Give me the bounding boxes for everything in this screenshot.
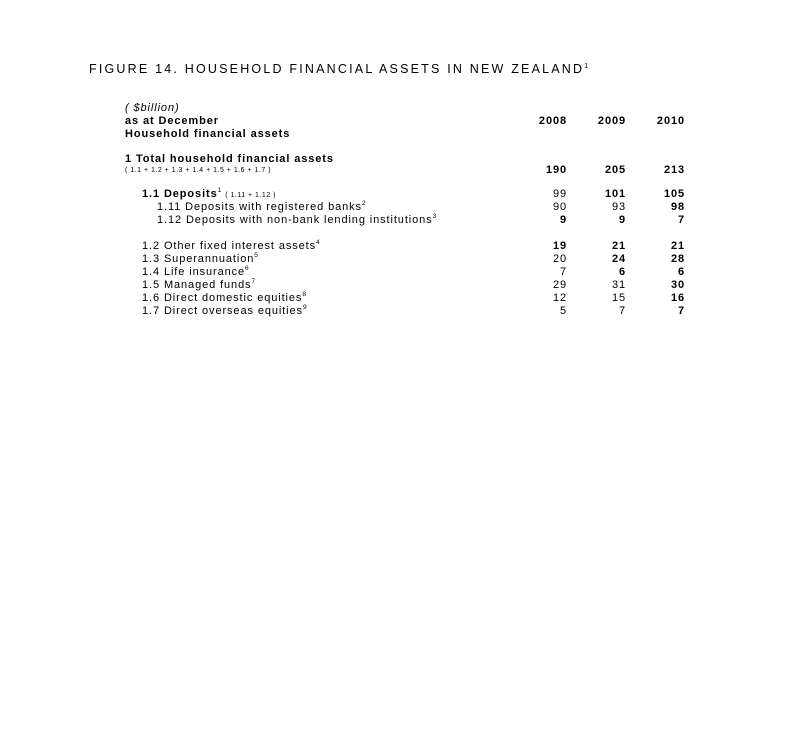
cell-2008: 7 (559, 266, 567, 278)
row-label: 1.5 Managed funds (142, 279, 252, 291)
cell-2010: 16 (670, 292, 685, 304)
row-footnote: 8 (302, 291, 306, 298)
cell-2010: 21 (670, 240, 685, 252)
table-row-domestic-equities (0, 292, 800, 305)
row-footnote: 9 (302, 304, 307, 311)
figure-title-footnote: 1 (584, 63, 589, 70)
row-label: 1.1 Deposits (142, 188, 218, 200)
table-row-other-fixed (0, 240, 800, 253)
row-footnote: 2 (361, 200, 366, 207)
row-footnote: 5 (254, 252, 258, 259)
header-row (0, 115, 800, 128)
row-label: 1 Total household financial assets (125, 153, 334, 165)
cell-2008: 99 (552, 188, 567, 200)
cell-2008: 9 (559, 214, 567, 226)
cell-2008: 90 (552, 201, 567, 213)
cell-2009: 93 (611, 201, 626, 213)
table-row-life-insurance (0, 266, 800, 279)
cell-2010: 7 (677, 214, 685, 226)
table-row-managed-funds (0, 279, 800, 292)
cell-2009: 205 (604, 164, 626, 176)
row-formula: ( 1.11 + 1.12 ) (225, 192, 276, 199)
cell-2008: 12 (552, 292, 567, 304)
figure-title-text: FIGURE 14. HOUSEHOLD FINANCIAL ASSETS IN NEW ZEALAND (89, 62, 585, 76)
cell-2010: 30 (670, 279, 685, 291)
table-row-total-formula (0, 164, 800, 177)
cell-2009: 24 (611, 253, 626, 265)
row-footnote: 4 (316, 239, 320, 246)
section-label: Household financial assets (125, 128, 291, 140)
table-row-deposits (0, 188, 800, 201)
row-label: 1.6 Direct domestic equities (142, 292, 303, 304)
date-label: as at December (125, 115, 219, 127)
cell-2009: 101 (604, 188, 626, 200)
cell-2008: 19 (552, 240, 567, 252)
unit-row (0, 102, 800, 115)
cell-2009: 15 (611, 292, 626, 304)
table-row-non-bank (0, 214, 800, 227)
cell-2008: 20 (552, 253, 567, 265)
cell-2010: 28 (670, 253, 685, 265)
row-footnote: 3 (432, 213, 437, 220)
year-header-2008: 2008 (538, 115, 567, 127)
figure-title (89, 62, 588, 76)
row-label: 1.7 Direct overseas equities (142, 305, 303, 317)
table-row-registered-banks (0, 201, 800, 214)
cell-2009: 9 (618, 214, 626, 226)
row-footnote: 6 (245, 265, 249, 272)
row-label: 1.2 Other fixed interest assets (142, 240, 317, 252)
year-header-2010: 2010 (656, 115, 685, 127)
row-formula: ( 1.1 + 1.2 + 1.3 + 1.4 + 1.5 + 1.6 + 1.7 ) (125, 167, 272, 174)
cell-2009: 7 (618, 305, 626, 317)
cell-2010: 7 (677, 305, 685, 317)
row-footnote: 1 (217, 187, 222, 194)
row-label: 1.4 Life insurance (142, 266, 246, 278)
cell-2010: 213 (663, 164, 685, 176)
cell-2009: 6 (618, 266, 626, 278)
row-label: 1.12 Deposits with non-bank lending institutions (157, 214, 433, 226)
cell-2009: 21 (611, 240, 626, 252)
cell-2010: 6 (677, 266, 685, 278)
cell-2010: 105 (663, 188, 685, 200)
year-header-2009: 2009 (597, 115, 626, 127)
cell-2009: 31 (611, 279, 626, 291)
table-row-overseas-equities (0, 305, 800, 318)
cell-2010: 98 (670, 201, 685, 213)
table-row-superannuation (0, 253, 800, 266)
cell-2008: 29 (552, 279, 567, 291)
unit-label: ( $billion) (125, 102, 180, 114)
section-row (0, 128, 800, 141)
row-label: 1.11 Deposits with registered banks (157, 201, 362, 213)
row-footnote: 7 (251, 278, 256, 285)
cell-2008: 5 (559, 305, 567, 317)
row-label: 1.3 Superannuation (142, 253, 255, 265)
cell-2008: 190 (545, 164, 567, 176)
